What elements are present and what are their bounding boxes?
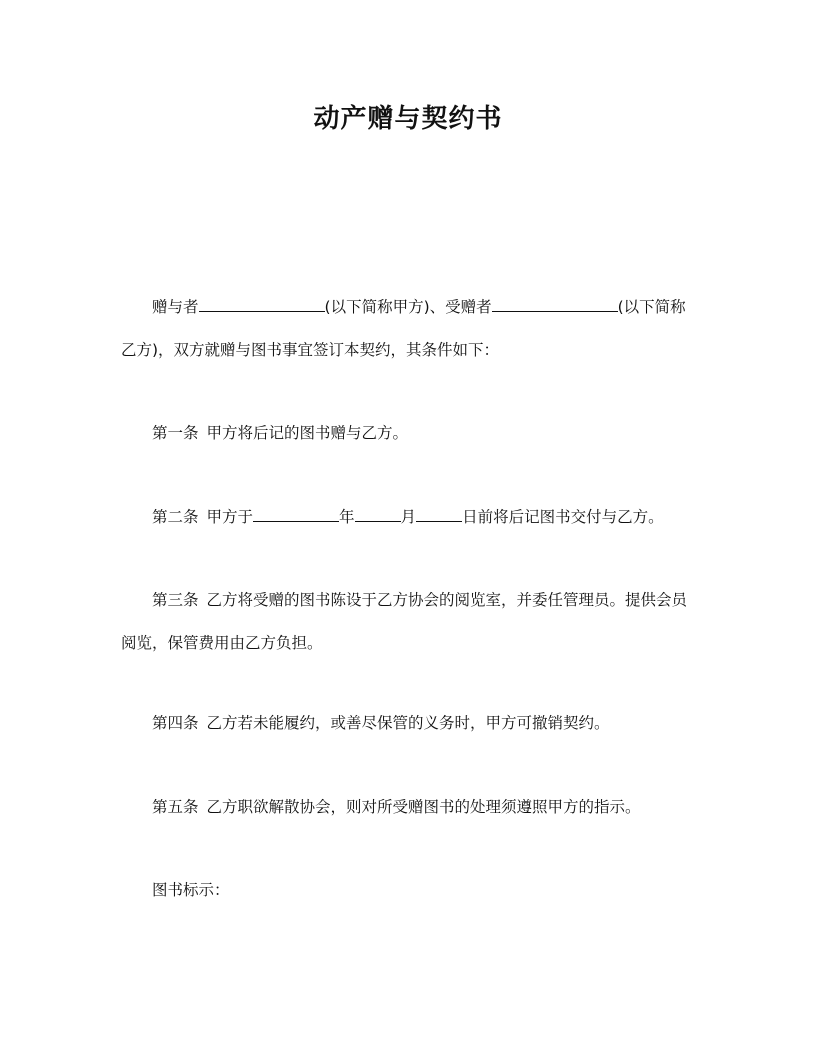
donor-label: 赠与者 (152, 298, 199, 316)
article-1-number: 第一条 (152, 424, 199, 442)
donor-name-blank[interactable] (199, 297, 325, 312)
year-blank[interactable] (253, 507, 339, 522)
article-5-text: 乙方职欲解散协会，则对所受赠图书的处理须遵照甲方的指示。 (206, 798, 641, 816)
donor-note: (以下简称甲方)、受赠者 (324, 298, 492, 316)
article-2-text-before: 甲方于 (206, 508, 254, 526)
article-4-text: 乙方若未能履约，或善尽保管的义务时，甲方可撤销契约。 (206, 714, 610, 732)
article-1-text: 甲方将后记的图书赠与乙方。 (206, 424, 409, 442)
article-2 (152, 507, 664, 527)
month-blank[interactable] (355, 507, 401, 522)
intro-line-1 (152, 297, 686, 317)
day-blank[interactable] (416, 507, 462, 522)
article-4 (152, 713, 610, 733)
year-label: 年 (339, 508, 355, 526)
book-list-label: 图书标示： (152, 881, 230, 899)
article-3-line-1 (152, 590, 687, 610)
article-2-text-after: 日前将后记图书交付与乙方。 (462, 508, 664, 526)
article-4-number: 第四条 (152, 714, 199, 732)
recipient-name-blank[interactable] (492, 297, 618, 312)
month-label: 月 (400, 508, 417, 526)
article-3-text-1: 乙方将受赠的图书陈设于乙方协会的阅览室，并委任管理员。提供会员 (206, 591, 688, 609)
recipient-note: (以下简称 (617, 298, 686, 316)
article-5 (152, 797, 641, 817)
document-title: 动产赠与契约书 (313, 104, 503, 134)
article-2-number: 第二条 (152, 508, 199, 526)
intro-line-2: 乙方)，双方就赠与图书事宜签订本契约，其条件如下： (121, 341, 500, 359)
article-3-line-2: 阅览，保管费用由乙方负担。 (121, 634, 323, 652)
article-1 (152, 423, 408, 443)
article-5-number: 第五条 (152, 798, 199, 816)
article-3-number: 第三条 (152, 591, 199, 609)
